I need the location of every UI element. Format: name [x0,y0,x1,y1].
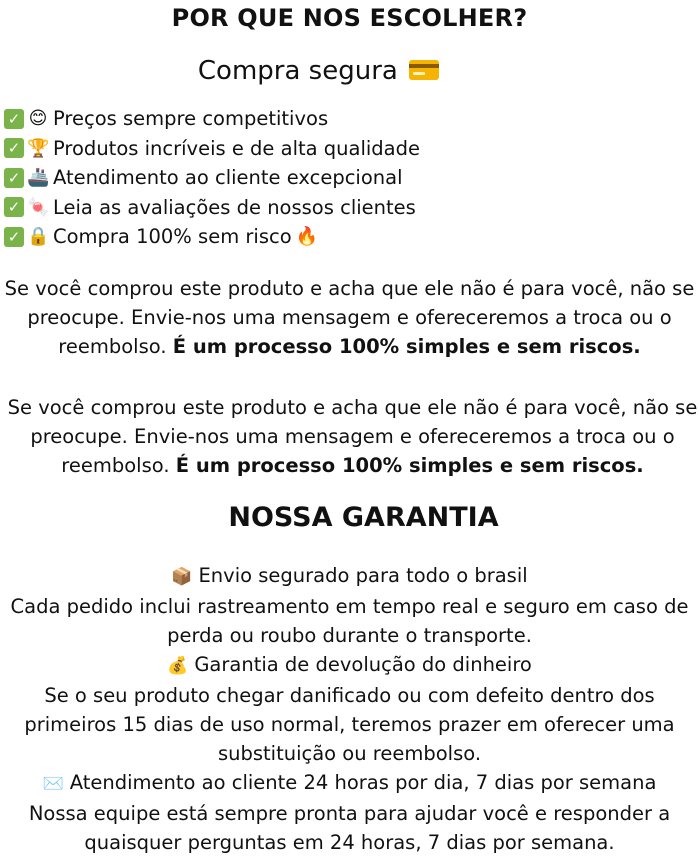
guarantee-heading-text: Atendimento ao cliente 24 horas por dia, 7 dias por semana [69,771,657,794]
smile-icon: 😊 [28,108,48,130]
refund-text: Se você comprou este produto e acha que ele não é para você, não se preocupe. Envie-nos uma mensagem e ofereceremos a troca ou o reembolso. [4,277,695,358]
guarantee-heading-text: Envio segurado para todo o brasil [198,564,528,587]
refund-paragraph-repeat [0,393,699,480]
guarantee-body: Se o seu produto chegar danificado ou com defeito dentro dos primeiros 15 dias de uso normal, teremos prazer em oferecer uma substituição ou reembolso. [24,684,675,765]
package-icon: 📦 [171,567,193,587]
benefit-item [4,134,420,164]
check-icon: ✓ [4,138,24,158]
refund-emphasis: É um processo 100% simples e sem riscos. [175,454,644,477]
lock-icon: 🔒 [27,226,50,248]
benefit-text: Atendimento ao cliente excepcional [53,166,403,190]
check-icon: ✓ [4,227,24,247]
guarantee-body: Nossa equipe está sempre pronta para ajudar você e responder a quaisquer perguntas em 24 horas, 7 dias por semana. [28,802,671,854]
refund-emphasis: É um processo 100% simples e sem riscos. [172,335,641,358]
benefit-item [4,163,420,193]
benefit-item [4,193,420,223]
check-icon: ✓ [4,109,24,129]
envelope-icon: ✉️ [42,774,64,794]
guarantee-heading-text: Garantia de devolução do dinheiro [194,653,532,676]
refund-paragraph [0,274,699,361]
ship-icon: 🚢 [27,167,50,189]
guarantee-title: NOSSA GARANTIA [228,502,499,533]
credit-card-icon [408,58,440,82]
benefit-text: Leia as avaliações de nossos clientes [53,195,416,219]
benefits-list [4,104,420,252]
fire-icon: 🔥 [295,226,319,248]
trophy-icon: 🏆 [27,137,50,159]
guarantee-body: Cada pedido inclui rastreamento em tempo real e seguro em caso de perda ou roubo durante o transporte. [10,595,689,647]
guarantee-heading [0,768,699,799]
check-icon: ✓ [4,197,24,217]
money-bag-icon: 💰 [167,656,189,676]
guarantee-section [0,561,699,857]
page-title: POR QUE NOS ESCOLHER? [171,4,528,32]
refund-text: Se você comprou este produto e acha que ele não é para você, não se preocupe. Envie-nos uma mensagem e ofereceremos a troca ou o reembolso. [7,396,698,477]
subtitle-text: Compra segura [197,56,398,86]
candy-icon: 🍬 [27,196,50,218]
guarantee-heading [0,561,699,592]
benefit-item [4,222,420,252]
benefit-text: Produtos incríveis e de alta qualidade [53,136,421,160]
benefit-text: Preços sempre competitivos [53,107,329,131]
guarantee-heading [0,650,699,681]
subtitle [0,56,638,86]
benefit-item [4,104,420,134]
benefit-text: Compra 100% sem risco [53,225,292,249]
check-icon: ✓ [4,168,24,188]
